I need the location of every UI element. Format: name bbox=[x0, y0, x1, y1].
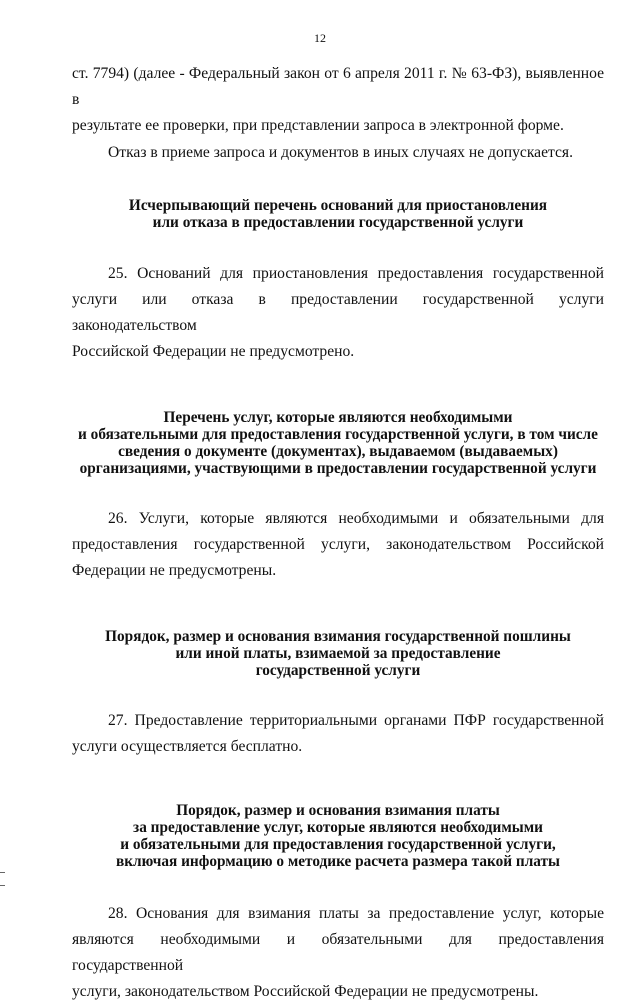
paragraph-line: 27. Предоставление территориальными органами ПФР государственной bbox=[108, 712, 604, 730]
section-heading-required-services bbox=[72, 409, 604, 477]
paragraph-line: 25. Оснований для приостановления предоставления государственной bbox=[108, 264, 604, 282]
intro-paragraph-line-2: результате ее проверки, при представлении запроса в электронной форме. bbox=[72, 117, 564, 135]
heading-line: сведения о документе (документах), выдаваемом (выдаваемых) bbox=[118, 442, 558, 460]
paragraph-line: 28. Основания для взимания платы за предоставление услуг, которые bbox=[108, 904, 604, 922]
page-number: 12 bbox=[314, 31, 326, 45]
heading-line: и обязательными для предоставления государственной услуги, в том числе bbox=[78, 425, 598, 443]
section-heading-suspension-grounds bbox=[72, 197, 604, 231]
page-content bbox=[72, 61, 604, 1005]
section-heading-state-duty bbox=[72, 628, 604, 679]
heading-line: Исчерпывающий перечень оснований для приостановления bbox=[128, 196, 548, 214]
heading-line: за предоставление услуг, которые являются необходимыми bbox=[133, 818, 543, 836]
paragraph-25 bbox=[72, 261, 604, 366]
paragraph-line: Федерации не предусмотрены. bbox=[72, 562, 277, 580]
section-heading-fee-procedure bbox=[72, 802, 604, 870]
intro-paragraph-2: Отказ в приеме запроса и документов в иных случаях не допускается. bbox=[108, 143, 574, 161]
heading-line: Перечень услуг, которые являются необходимыми bbox=[163, 408, 513, 426]
heading-line: или отказа в предоставлении государственной услуги bbox=[152, 213, 524, 231]
heading-line: Порядок, размер и основания взимания государственной пошлины bbox=[105, 628, 571, 646]
paragraph-line: предоставления государственной услуги, законодательством Российской bbox=[72, 535, 604, 553]
paragraph-line: являются необходимыми и обязательными для предоставления государственной bbox=[72, 930, 604, 975]
paragraph-line: услуги или отказа в предоставлении государственной услуги законодательством bbox=[72, 291, 604, 335]
paragraph-26 bbox=[72, 506, 604, 585]
paragraph-line: Российской Федерации не предусмотрено. bbox=[72, 343, 355, 361]
scan-edge-mark bbox=[0, 885, 5, 886]
heading-line: и обязательными для предоставления государственной услуги, bbox=[120, 835, 556, 853]
heading-line: включая информацию о методике расчета размера такой платы bbox=[115, 852, 561, 870]
heading-line: или иной платы, взимаемой за предоставление bbox=[175, 645, 501, 663]
intro-paragraph-line-1: ст. 7794) (далее - Федеральный закон от 6 апреля 2011 г. № 63-ФЗ), выявленное в bbox=[72, 65, 604, 109]
heading-line: государственной услуги bbox=[255, 662, 421, 680]
paragraph-line: услуги осуществляется бесплатно. bbox=[72, 738, 303, 756]
paragraph-28 bbox=[72, 901, 604, 1005]
paragraph-line: услуги, законодательством Российской Федерации не предусмотрены. bbox=[72, 983, 539, 1001]
scan-edge-mark bbox=[0, 872, 5, 873]
heading-line: организациями, участвующими в предоставлении государственной услуги bbox=[79, 459, 597, 477]
heading-line: Порядок, размер и основания взимания платы bbox=[176, 801, 500, 819]
paragraph-line: 26. Услуги, которые являются необходимыми и обязательными для bbox=[108, 509, 604, 527]
paragraph-27 bbox=[72, 708, 604, 760]
